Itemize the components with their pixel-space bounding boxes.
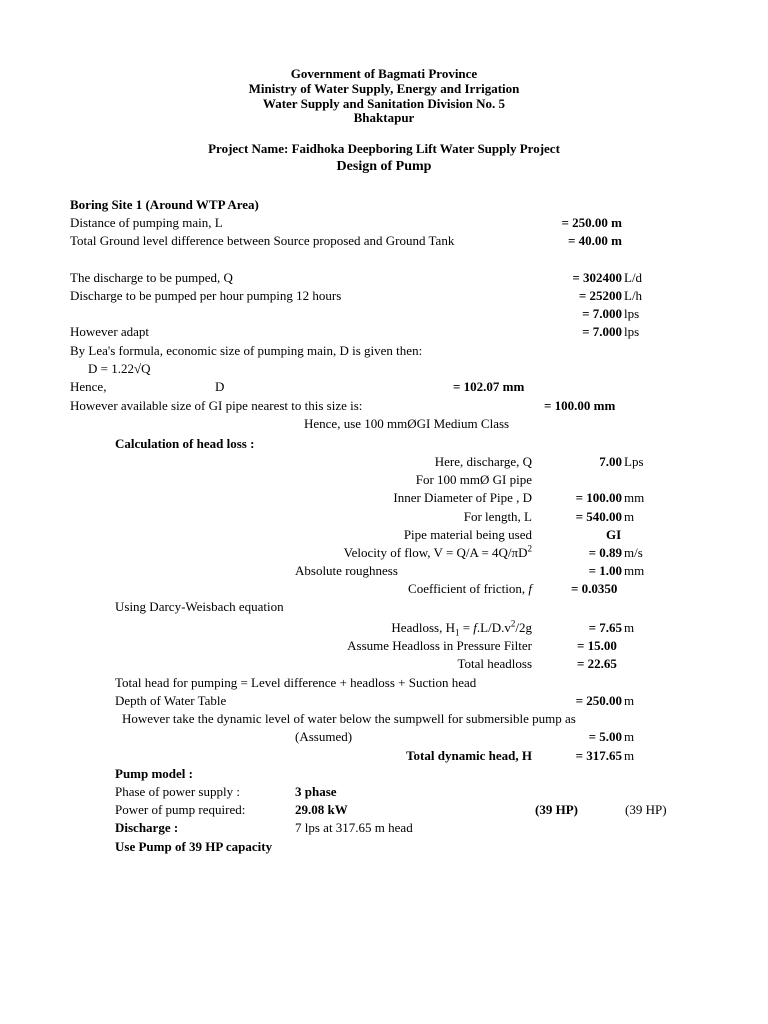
header-line-ministry: Ministry of Water Supply, Energy and Irrigation — [248, 81, 520, 96]
pump-model-heading: Pump model : — [115, 766, 193, 781]
headloss-unit: m — [624, 620, 635, 635]
discharge-hour-unit: L/h — [624, 288, 643, 303]
velocity-label: Velocity of flow, $V = Q/A = 4Q/\pi D^2$ — [343, 543, 532, 560]
level-difference-label: Total Ground level difference between Source proposed and Ground Tank — [70, 233, 455, 248]
hl-discharge-value: 7.00 — [599, 454, 622, 469]
economic-diameter-value: = 102.07 mm — [453, 379, 525, 394]
total-dynamic-head-label: Total dynamic head, H — [406, 748, 532, 763]
hence-label: Hence, — [70, 379, 107, 394]
site-heading: Boring Site 1 (Around WTP Area) — [70, 197, 259, 212]
hl-discharge-unit: Lps — [624, 454, 644, 469]
depth-value: = 250.00 — [575, 693, 622, 708]
discharge-hour-label: Discharge to be pumped per hour pumping 12 hours — [70, 288, 342, 303]
discharge-q-unit: L/d — [624, 270, 643, 285]
pipe-material-value: GI — [606, 527, 622, 542]
discharge-label: Discharge : — [115, 820, 179, 835]
pump-recommendation: Use Pump of 39 HP capacity — [115, 839, 273, 854]
total-headloss-value: = 22.65 — [577, 656, 617, 671]
discharge-q-label: The discharge to be pumped, Q — [70, 270, 233, 285]
headloss-formula: Headloss, $H_1 = f.L/D.v^2/2g$ — [391, 618, 532, 638]
total-dynamic-head-unit: m — [624, 748, 635, 763]
discharge-lps-value: = 7.000 — [582, 306, 622, 321]
project-name: Project Name: Faidhoka Deepboring Lift Water Supply Project — [208, 141, 560, 156]
assumed-value: = 5.00 — [588, 729, 622, 744]
power-hp-bold: (39 HP) — [535, 802, 578, 817]
adapt-label: However adapt — [70, 324, 150, 339]
inner-diameter-value: = 100.00 — [575, 490, 622, 505]
roughness-unit: mm — [624, 563, 645, 578]
depth-unit: m — [624, 693, 635, 708]
discharge-lps-unit: lps — [624, 306, 640, 321]
dynamic-level-note: However take the dynamic level of water below the sumpwell for submersible pump as — [122, 711, 576, 726]
header-line-government: Government of Bagmati Province — [290, 66, 478, 81]
roughness-label: Absolute roughness — [295, 563, 398, 578]
total-head-formula: Total head for pumping = Level difference + headloss + Suction head — [115, 675, 477, 690]
document-title: Design of Pump — [336, 159, 432, 174]
adapt-unit: lps — [624, 324, 640, 339]
head-loss-heading: Calculation of head loss : — [115, 436, 255, 451]
assumed-label: (Assumed) — [295, 729, 353, 744]
inner-diameter-label: Inner Diameter of Pipe , D — [393, 490, 532, 505]
header-line-location: Bhaktapur — [353, 110, 415, 125]
friction-label: Coefficient of friction, f — [408, 581, 532, 596]
darcy-label: Using Darcy-Weisbach equation — [115, 599, 284, 614]
pipe-selection: Hence, use 100 mmØGI Medium Class — [304, 416, 510, 431]
length-value: = 540.00 — [575, 509, 622, 524]
distance-label: Distance of pumping main, L — [70, 215, 223, 230]
discharge-value: 7 lps at 317.65 m head — [295, 820, 413, 835]
depth-label: Depth of Water Table — [115, 693, 227, 708]
friction-value: = 0.0350 — [571, 581, 618, 596]
headloss-value: = 7.65 — [588, 620, 622, 635]
distance-value: = 250.00 m — [561, 215, 622, 230]
adapt-value: = 7.000 — [582, 324, 622, 339]
total-headloss-label: Total headloss — [457, 656, 532, 671]
velocity-unit: m/s — [624, 545, 643, 560]
velocity-value: = 0.89 — [588, 545, 622, 560]
lea-formula-label: By Lea's formula, economic size of pumping main, D is given then: — [70, 343, 423, 358]
length-unit: m — [624, 509, 635, 524]
inner-diameter-unit: mm — [624, 490, 645, 505]
power-hp: (39 HP) — [625, 802, 667, 817]
hence-d-symbol: D — [215, 379, 225, 394]
available-size-value: = 100.00 mm — [544, 398, 616, 413]
total-dynamic-head-value: = 317.65 — [575, 748, 622, 763]
hl-discharge-label: Here, discharge, Q — [434, 454, 532, 469]
level-difference-value: = 40.00 m — [568, 233, 622, 248]
length-label: For length, L — [463, 509, 532, 524]
phase-value: 3 phase — [295, 784, 337, 799]
filter-headloss-value: = 15.00 — [577, 638, 617, 653]
pipe-type-label: For 100 mmØ GI pipe — [415, 472, 532, 487]
power-label: Power of pump required: — [115, 802, 246, 817]
assumed-unit: m — [624, 729, 635, 744]
roughness-value: = 1.00 — [588, 563, 622, 578]
power-value: 29.08 kW — [295, 802, 348, 817]
available-size-label: However available size of GI pipe nearest to this size is: — [70, 398, 363, 413]
lea-formula: D = 1.22√Q — [88, 361, 151, 376]
discharge-hour-value: = 25200 — [578, 288, 622, 303]
discharge-q-value: = 302400 — [572, 270, 622, 285]
pipe-material-label: Pipe material being used — [403, 527, 532, 542]
filter-headloss-label: Assume Headloss in Pressure Filter — [347, 638, 532, 653]
phase-label: Phase of power supply : — [115, 784, 240, 799]
header-line-division: Water Supply and Sanitation Division No. 5 — [262, 96, 506, 111]
